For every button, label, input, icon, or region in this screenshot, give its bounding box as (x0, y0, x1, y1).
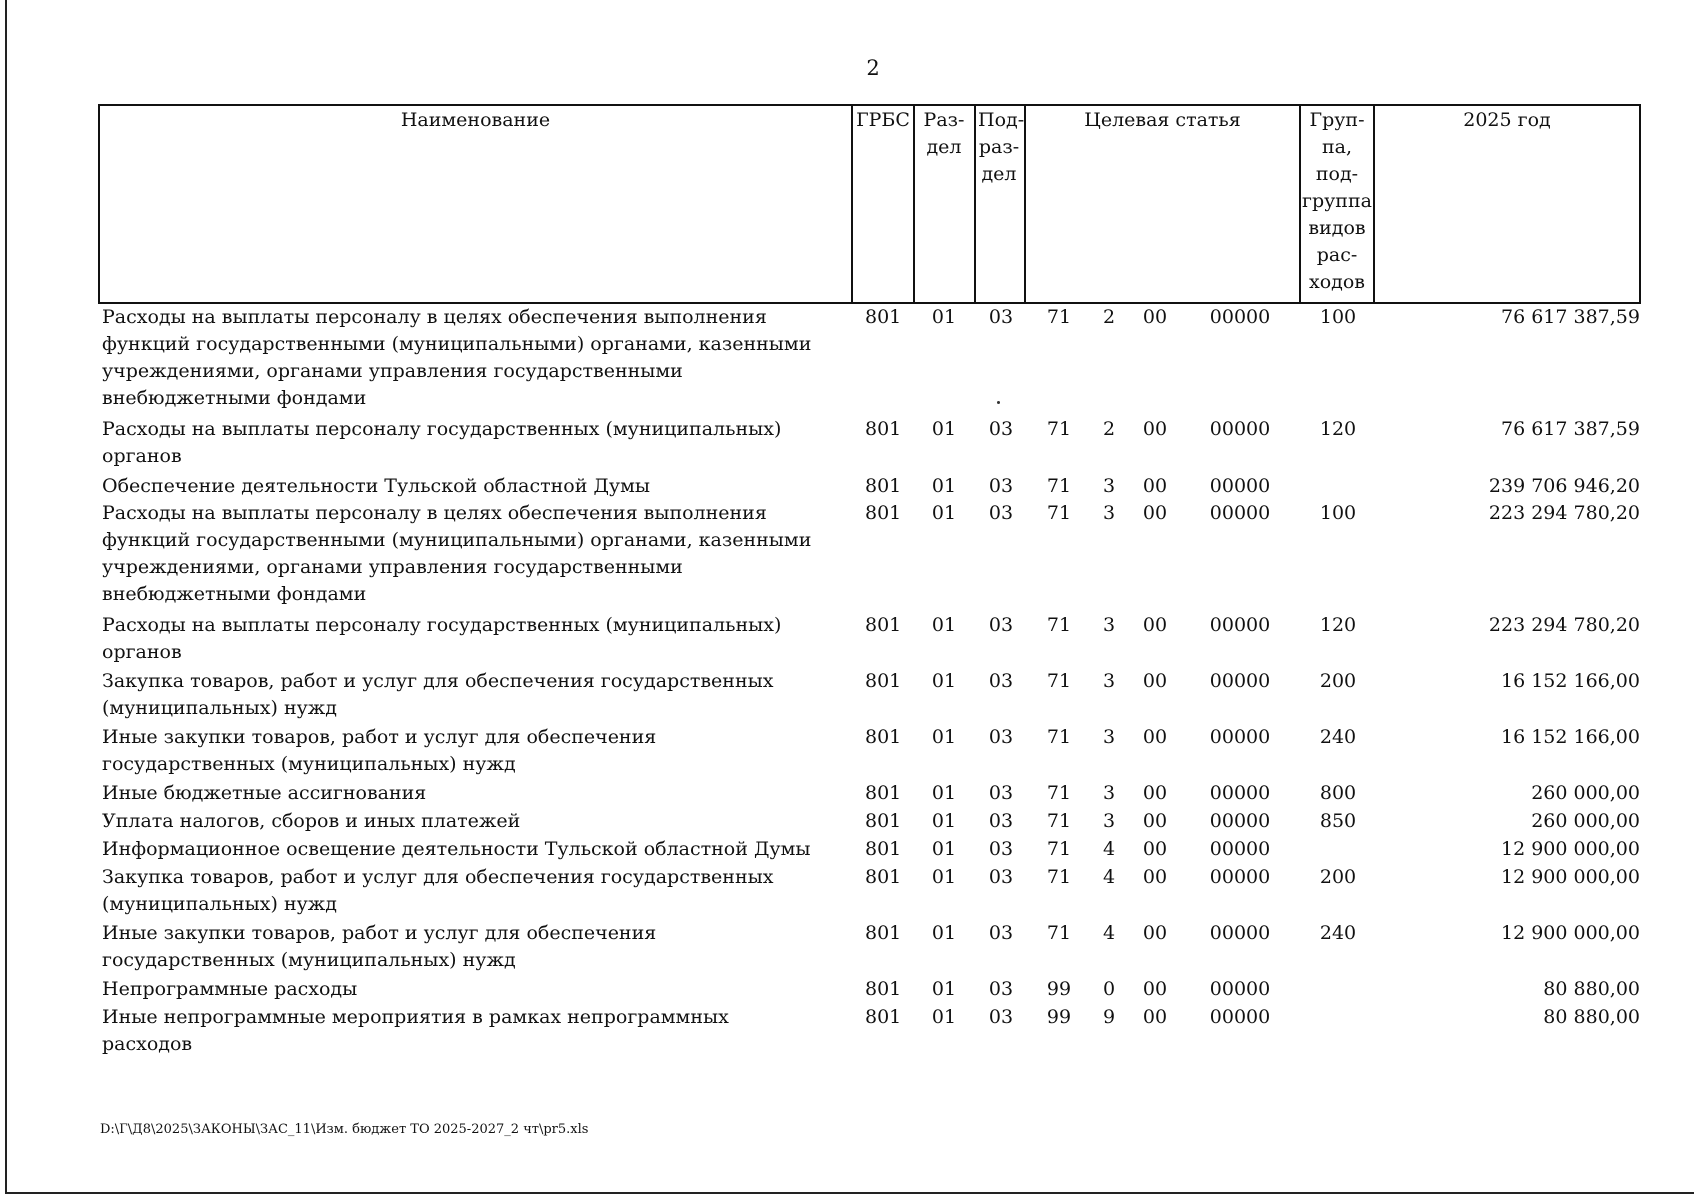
row-target-direction: 00000 (1209, 614, 1271, 636)
header-divider (1373, 104, 1375, 304)
row-razdel: 01 (931, 782, 957, 804)
header-divider (851, 104, 853, 304)
row-razdel: 01 (931, 475, 957, 497)
row-target-program: 71 (1046, 782, 1072, 804)
row-target-main-event: 00 (1142, 306, 1168, 328)
row-target-program: 71 (1046, 306, 1072, 328)
header-divider (1024, 104, 1026, 304)
row-name: Закупка товаров, работ и услуг для обеспечения государственных (муниципальных) нужд (102, 866, 774, 915)
row-target-direction: 00000 (1209, 838, 1271, 860)
row-target-direction: 00000 (1209, 726, 1271, 748)
row-group: 200 (1319, 670, 1357, 692)
row-podrazdel: 03 (988, 838, 1014, 860)
row-name: Закупка товаров, работ и услуг для обеспечения государственных (муниципальных) нужд (102, 670, 774, 719)
row-name: Расходы на выплаты персоналу в целях обеспечения выполнения функций государственными (муниципальными) органами, казенными учреждениями, органами управления государственными внебюджетными фондами (102, 502, 812, 605)
row-target-direction: 00000 (1209, 502, 1271, 524)
row-razdel: 01 (931, 670, 957, 692)
row-target-main-event: 00 (1142, 502, 1168, 524)
row-target-program: 71 (1046, 838, 1072, 860)
row-grbs: 801 (865, 670, 902, 692)
row-target-subprogram: 4 (1102, 838, 1116, 860)
row-target-program: 71 (1046, 475, 1072, 497)
scan-border-left (5, 0, 7, 1194)
row-grbs: 801 (865, 1006, 902, 1028)
footer-file-path: D:\Г\Д8\2025\ЗАКОНЫ\ЗАС_11\Изм. бюджет ТО 2025-2027_2 чт\pr5.xls (100, 1122, 589, 1137)
row-group: 850 (1319, 810, 1357, 832)
row-razdel: 01 (931, 726, 957, 748)
row-razdel: 01 (931, 614, 957, 636)
row-target-program: 71 (1046, 670, 1072, 692)
row-target-direction: 00000 (1209, 782, 1271, 804)
row-razdel: 01 (931, 810, 957, 832)
column-header-name: Наименование (400, 109, 551, 131)
row-name: Иные закупки товаров, работ и услуг для обеспечения государственных (муниципальных) нужд (102, 726, 657, 775)
row-target-main-event: 00 (1142, 810, 1168, 832)
header-divider (974, 104, 976, 304)
row-razdel: 01 (931, 418, 957, 440)
row-target-main-event: 00 (1142, 978, 1168, 1000)
row-amount: 239 706 946,20 (1488, 475, 1640, 497)
column-header-grbs: ГРБС (856, 109, 910, 131)
row-amount: 76 617 387,59 (1500, 306, 1640, 328)
row-name: Уплата налогов, сборов и иных платежей (102, 810, 521, 832)
row-target-subprogram: 2 (1102, 418, 1116, 440)
row-target-direction: 00000 (1209, 866, 1271, 888)
row-grbs: 801 (865, 810, 902, 832)
row-podrazdel: 03 (988, 810, 1014, 832)
row-group: 120 (1319, 418, 1357, 440)
row-grbs: 801 (865, 502, 902, 524)
row-amount: 260 000,00 (1531, 782, 1640, 804)
row-razdel: 01 (931, 978, 957, 1000)
row-target-direction: 00000 (1209, 306, 1271, 328)
row-podrazdel: 03 (988, 922, 1014, 944)
row-target-subprogram: 2 (1102, 306, 1116, 328)
header-divider (913, 104, 915, 304)
page-number: 2 (866, 56, 880, 80)
row-amount: 76 617 387,59 (1500, 418, 1640, 440)
row-amount: 80 880,00 (1543, 1006, 1640, 1028)
row-grbs: 801 (865, 922, 902, 944)
row-razdel: 01 (931, 922, 957, 944)
row-target-program: 71 (1046, 810, 1072, 832)
row-target-subprogram: 3 (1102, 782, 1116, 804)
row-amount: 16 152 166,00 (1500, 670, 1640, 692)
row-target-subprogram: 3 (1102, 726, 1116, 748)
row-target-direction: 00000 (1209, 978, 1271, 1000)
row-name: Расходы на выплаты персоналу государственных (муниципальных) органов (102, 418, 782, 467)
row-amount: 260 000,00 (1531, 810, 1640, 832)
row-podrazdel: 03 (988, 866, 1014, 888)
row-name: Расходы на выплаты персоналу государственных (муниципальных) органов (102, 614, 782, 663)
row-target-subprogram: 3 (1102, 670, 1116, 692)
row-target-program: 71 (1046, 502, 1072, 524)
row-target-main-event: 00 (1142, 670, 1168, 692)
row-target-program: 99 (1046, 978, 1072, 1000)
row-target-main-event: 00 (1142, 475, 1168, 497)
row-name: Иные закупки товаров, работ и услуг для обеспечения государственных (муниципальных) нужд (102, 922, 657, 971)
row-name: Иные бюджетные ассигнования (102, 782, 427, 804)
row-target-program: 71 (1046, 922, 1072, 944)
row-group: 100 (1319, 502, 1357, 524)
row-amount: 223 294 780,20 (1488, 502, 1640, 524)
row-name: Информационное освещение деятельности Тульской областной Думы (102, 838, 811, 860)
row-podrazdel: 03 (988, 782, 1014, 804)
row-target-subprogram: 3 (1102, 475, 1116, 497)
row-target-subprogram: 3 (1102, 502, 1116, 524)
row-razdel: 01 (931, 502, 957, 524)
row-grbs: 801 (865, 866, 902, 888)
row-grbs: 801 (865, 726, 902, 748)
header-divider (1299, 104, 1301, 304)
row-name: Расходы на выплаты персоналу в целях обеспечения выполнения функций государственными (муниципальными) органами, казенными учреждениями, органами управления государственными внебюджетными фондами (102, 306, 812, 409)
row-target-subprogram: 4 (1102, 866, 1116, 888)
column-header-razdel: Раз- дел (923, 109, 965, 158)
row-target-main-event: 00 (1142, 614, 1168, 636)
row-target-subprogram: 3 (1102, 810, 1116, 832)
row-target-program: 99 (1046, 1006, 1072, 1028)
row-podrazdel: 03 (988, 306, 1014, 328)
row-razdel: 01 (931, 1006, 957, 1028)
row-podrazdel: 03 (988, 502, 1014, 524)
row-amount: 80 880,00 (1543, 978, 1640, 1000)
column-header-podrazdel: Под- раз- дел (978, 109, 1025, 185)
row-target-main-event: 00 (1142, 838, 1168, 860)
row-target-program: 71 (1046, 614, 1072, 636)
row-group: 240 (1319, 726, 1357, 748)
row-target-direction: 00000 (1209, 670, 1271, 692)
row-target-main-event: 00 (1142, 726, 1168, 748)
row-name: Иные непрограммные мероприятия в рамках непрограммных расходов (102, 1006, 729, 1055)
row-group: 800 (1319, 782, 1357, 804)
row-amount: 16 152 166,00 (1500, 726, 1640, 748)
row-podrazdel: 03 (988, 1006, 1014, 1028)
row-target-program: 71 (1046, 726, 1072, 748)
row-podrazdel: 03 (988, 418, 1014, 440)
row-grbs: 801 (865, 614, 902, 636)
row-podrazdel: 03 (988, 726, 1014, 748)
row-group: 100 (1319, 306, 1357, 328)
row-grbs: 801 (865, 418, 902, 440)
row-grbs: 801 (865, 306, 902, 328)
row-grbs: 801 (865, 782, 902, 804)
row-target-subprogram: 3 (1102, 614, 1116, 636)
row-target-subprogram: 9 (1102, 1006, 1116, 1028)
row-name: Обеспечение деятельности Тульской областной Думы (102, 475, 650, 497)
row-target-main-event: 00 (1142, 866, 1168, 888)
row-target-subprogram: 0 (1102, 978, 1116, 1000)
row-target-main-event: 00 (1142, 418, 1168, 440)
row-podrazdel: 03 (988, 978, 1014, 1000)
row-amount: 12 900 000,00 (1500, 922, 1640, 944)
row-razdel: 01 (931, 838, 957, 860)
row-group: 200 (1319, 866, 1357, 888)
row-podrazdel: 03 (988, 475, 1014, 497)
row-podrazdel: 03 (988, 670, 1014, 692)
row-razdel: 01 (931, 306, 957, 328)
row-amount: 12 900 000,00 (1500, 838, 1640, 860)
row-target-program: 71 (1046, 866, 1072, 888)
row-grbs: 801 (865, 978, 902, 1000)
row-target-subprogram: 4 (1102, 922, 1116, 944)
row-target-program: 71 (1046, 418, 1072, 440)
column-header-target: Целевая статья (1084, 109, 1241, 131)
row-target-direction: 00000 (1209, 922, 1271, 944)
column-header-year: 2025 год (1463, 109, 1551, 131)
row-target-main-event: 00 (1142, 782, 1168, 804)
row-target-main-event: 00 (1142, 1006, 1168, 1028)
row-amount: 223 294 780,20 (1488, 614, 1640, 636)
row-group: 120 (1319, 614, 1357, 636)
scan-border-bottom (5, 1192, 1694, 1194)
row-target-direction: 00000 (1209, 475, 1271, 497)
row-razdel: 01 (931, 866, 957, 888)
row-grbs: 801 (865, 838, 902, 860)
column-header-group: Груп- па, под- группа видов рас- ходов (1302, 109, 1372, 293)
table-header (98, 104, 1641, 304)
row-target-direction: 00000 (1209, 418, 1271, 440)
row-grbs: 801 (865, 475, 902, 497)
row-amount: 12 900 000,00 (1500, 866, 1640, 888)
row-podrazdel: 03 (988, 614, 1014, 636)
row-name: Непрограммные расходы (102, 978, 358, 1000)
scan-speck (997, 401, 1000, 404)
row-target-main-event: 00 (1142, 922, 1168, 944)
row-target-direction: 00000 (1209, 1006, 1271, 1028)
row-group: 240 (1319, 922, 1357, 944)
row-target-direction: 00000 (1209, 810, 1271, 832)
